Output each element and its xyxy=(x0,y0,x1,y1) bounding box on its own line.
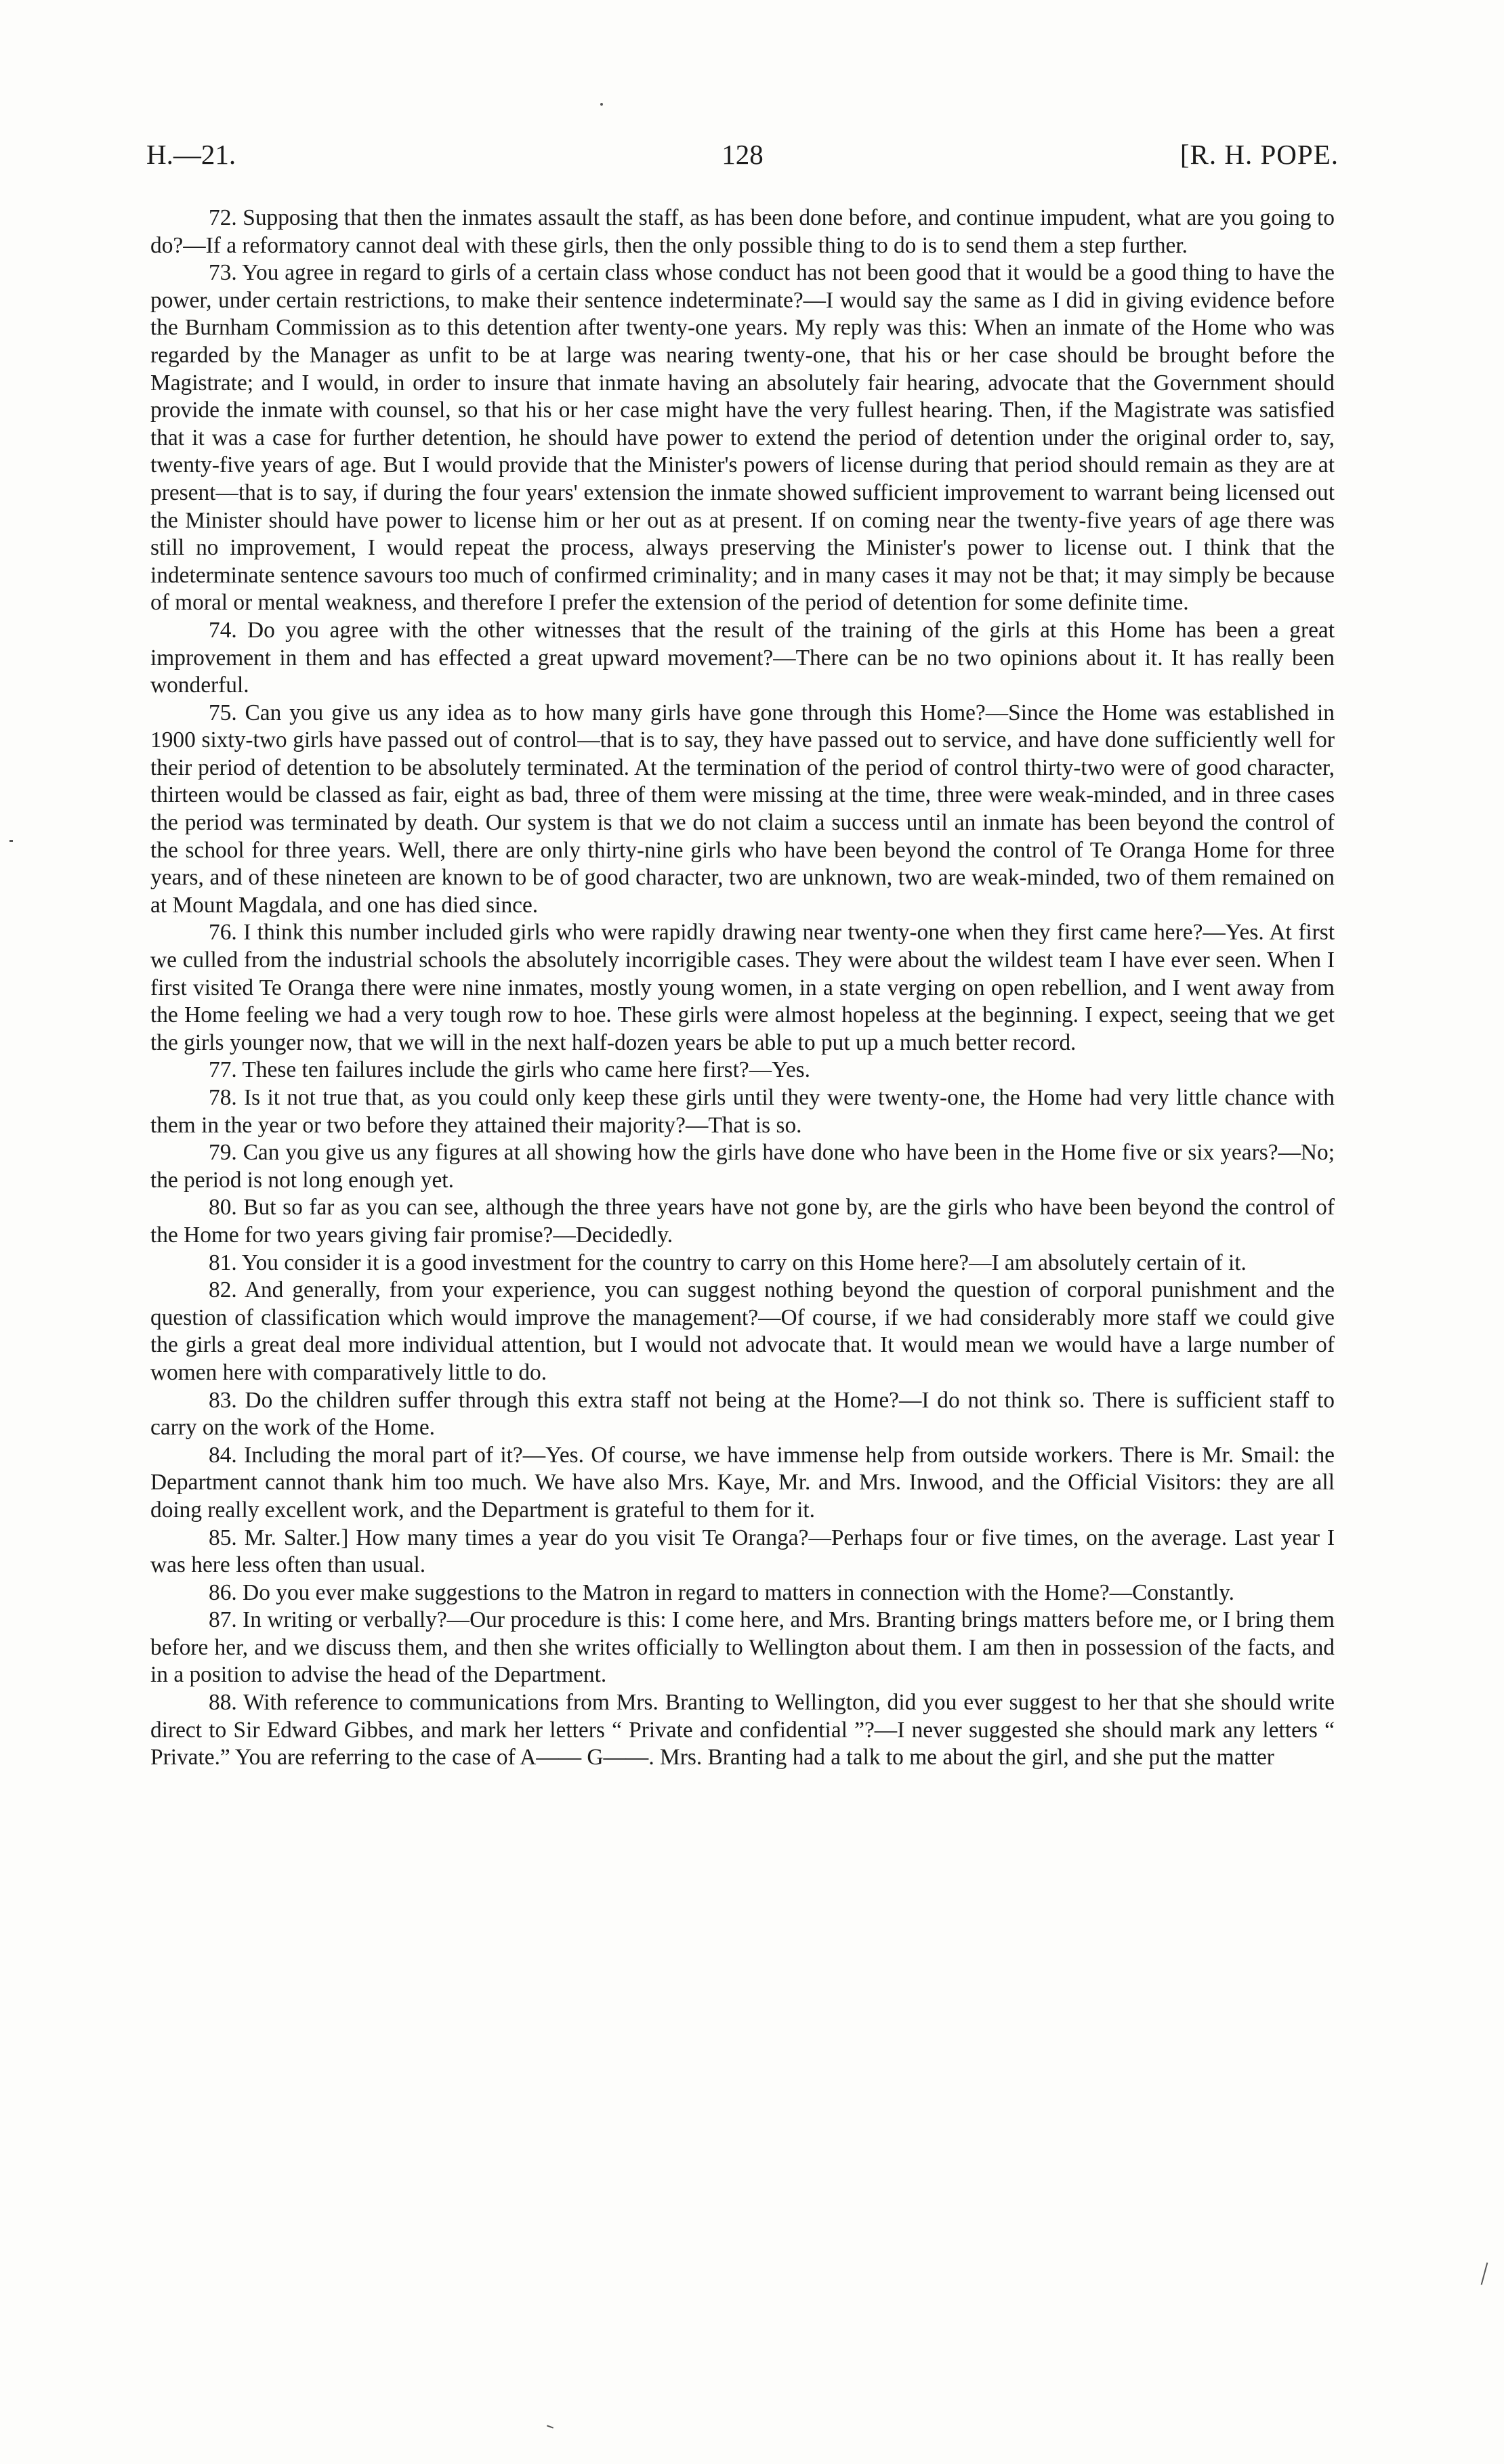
ink-speck xyxy=(9,840,13,842)
paragraph-82: 82. And generally, from your experience, you can suggest nothing beyond the question of corporal punishment and the question of classification which would improve the management?—Of course, if we had considerably more staff we could give the girls a great deal more individual attention, but I would not advocate that. It would mean we would have a large number of women here with comparatively little to do. xyxy=(150,1277,1335,1385)
paragraph-86: 86. Do you ever make suggestions to the Matron in regard to matters in connection with the Home?—Constantly. xyxy=(209,1579,1235,1605)
paragraph-85: 85. Mr. Salter.] How many times a year do you visit Te Oranga?—Perhaps four or five times, on the average. Last year I was here less often than usual. xyxy=(150,1525,1335,1578)
paragraph-74: 74. Do you agree with the other witnesses that the result of the training of the girls at this Home has been a great improvement in them and has effected a great upward movement?—There can be no two opinions about it. It has really been wonderful. xyxy=(150,617,1335,698)
paragraph-81: 81. You consider it is a good investment for the country to carry on this Home here?—I am absolutely certain of it. xyxy=(209,1250,1247,1275)
paragraph-87: 87. In writing or verbally?—Our procedure is this: I come here, and Mrs. Branting brings matters before me, or I bring them before her, and we discuss them, and then she writes officially to Wellington about them. I am then in possession of the facts, and in a position to advise the head of the Department. xyxy=(150,1607,1335,1688)
paragraph-80: 80. But so far as you can see, although the three years have not gone by, are the girls who have been beyond the control of the Home for two years giving fair promise?—Decidedly. xyxy=(150,1195,1335,1248)
paragraph-72: 72. Supposing that then the inmates assault the staff, as has been done before, and continue impudent, what are you going to do?—If a reformatory cannot deal with these girls, then the only possible thing to do is to send them a step further. xyxy=(150,205,1335,258)
paragraph-79: 79. Can you give us any figures at all showing how the girls have done who have been in the Home five or six years?—No; the period is not long enough yet. xyxy=(150,1140,1335,1193)
paragraph-83: 83. Do the children suffer through this extra staff not being at the Home?—I do not think so. There is sufficient staff to carry on the work of the Home. xyxy=(150,1387,1335,1441)
paragraph-77: 77. These ten failures include the girls who came here first?—Yes. xyxy=(209,1057,811,1083)
ink-speck xyxy=(600,103,603,106)
page-number: 128 xyxy=(722,139,764,170)
ink-speck xyxy=(1481,2262,1488,2285)
paragraph-76: 76. I think this number included girls who were rapidly drawing near twenty-one when they first came here?—Yes. At first we culled from the industrial schools the absolutely incorrigible cases. They were about the wildest team I have ever seen. When I first visited Te Oranga there were nine inmates, mostly young women, in a state verging on open rebellion, and I went away from the Home feeling we had a very tough row to hoe. These girls were almost hopeless at the beginning. I expect, seeing that we get the girls younger now, that we will in the next half-dozen years be able to put up a much better record. xyxy=(150,920,1335,1055)
page-header xyxy=(146,134,1339,175)
paragraph-88: 88. With reference to communications from Mrs. Branting to Wellington, did you ever suggest to her that she should write direct to Sir Edward Gibbes, and mark her letters “ Private and confidential ”?—I never suggested she should mark any letters “ Private.” You are referring to the case of A—— G——. Mrs. Branting had a talk to me about the girl, and she put the matter xyxy=(150,1690,1335,1770)
paragraph-78: 78. Is it not true that, as you could only keep these girls until they were twenty-one, the Home had very little chance with them in the year or two before they attained their majority?—That is so. xyxy=(150,1085,1335,1138)
parliamentary-paper-reference: H.—21. xyxy=(146,139,236,170)
ink-speck xyxy=(547,2425,553,2428)
paragraph-73: 73. You agree in regard to girls of a certain class whose conduct has not been good that it would be a good thing to have the power, under certain restrictions, to make their sentence indeterminate?—I would say the same as I did in giving evidence before the Burnham Commission as to this detention after twenty-one years. My reply was this: When an inmate of the Home who was regarded by the Manager as unfit to be at large was nearing twenty-one, that his or her case should be brought before the Magistrate; and I would, in order to insure that inmate having an absolutely fair hearing, advocate that the Government should provide the inmate with counsel, so that his or her case might have the very fullest hearing. Then, if the Magistrate was satisfied that it was a case for further detention, he should have power to extend the period of detention under the original order to, say, twenty-five years of age. But I would provide that the Minister's powers of license during that period should remain as they are at present—that is to say, if during the four years' extension the inmate showed sufficient improvement to warrant being licensed out the Minister should have power to license him or her out as at present. If on coming near the twenty-five years of age there was still no improvement, I would repeat the process, always preserving the Minister's power to license out. I think that the indeterminate sentence savours too much of confirmed criminality; and in many cases it may not be that; it may simply be because of moral or mental weakness, and therefore I prefer the extension of the period of detention for some definite time. xyxy=(150,260,1335,616)
paragraph-84: 84. Including the moral part of it?—Yes. Of course, we have immense help from outside workers. There is Mr. Smail: the Department cannot thank him too much. We have also Mrs. Kaye, Mr. and Mrs. Inwood, and the Official Visitors: they are all doing really excellent work, and the Department is grateful to them for it. xyxy=(150,1442,1335,1523)
paragraph-75: 75. Can you give us any idea as to how many girls have gone through this Home?—Since the Home was established in 1900 sixty-two girls have passed out of control—that is to say, they have passed out to service, and have done sufficiently well for their period of detention to be absolutely terminated. At the termination of the period of control thirty-two were of good character, thirteen would be classed as fair, eight as bad, three of them were missing at the time, three were weak-minded, and in three cases the period was terminated by death. Our system is that we do not claim a success until an inmate has been beyond the control of the school for three years. Well, there are only thirty-nine girls who have been beyond the control of Te Oranga Home for three years, and of these nineteen are known to be of good character, two are unknown, two are weak-minded, two of them remained on at Mount Magdala, and one has died since. xyxy=(150,700,1335,918)
evidence-text xyxy=(150,205,1335,1772)
witness-name: [R. H. POPE. xyxy=(1179,139,1339,170)
